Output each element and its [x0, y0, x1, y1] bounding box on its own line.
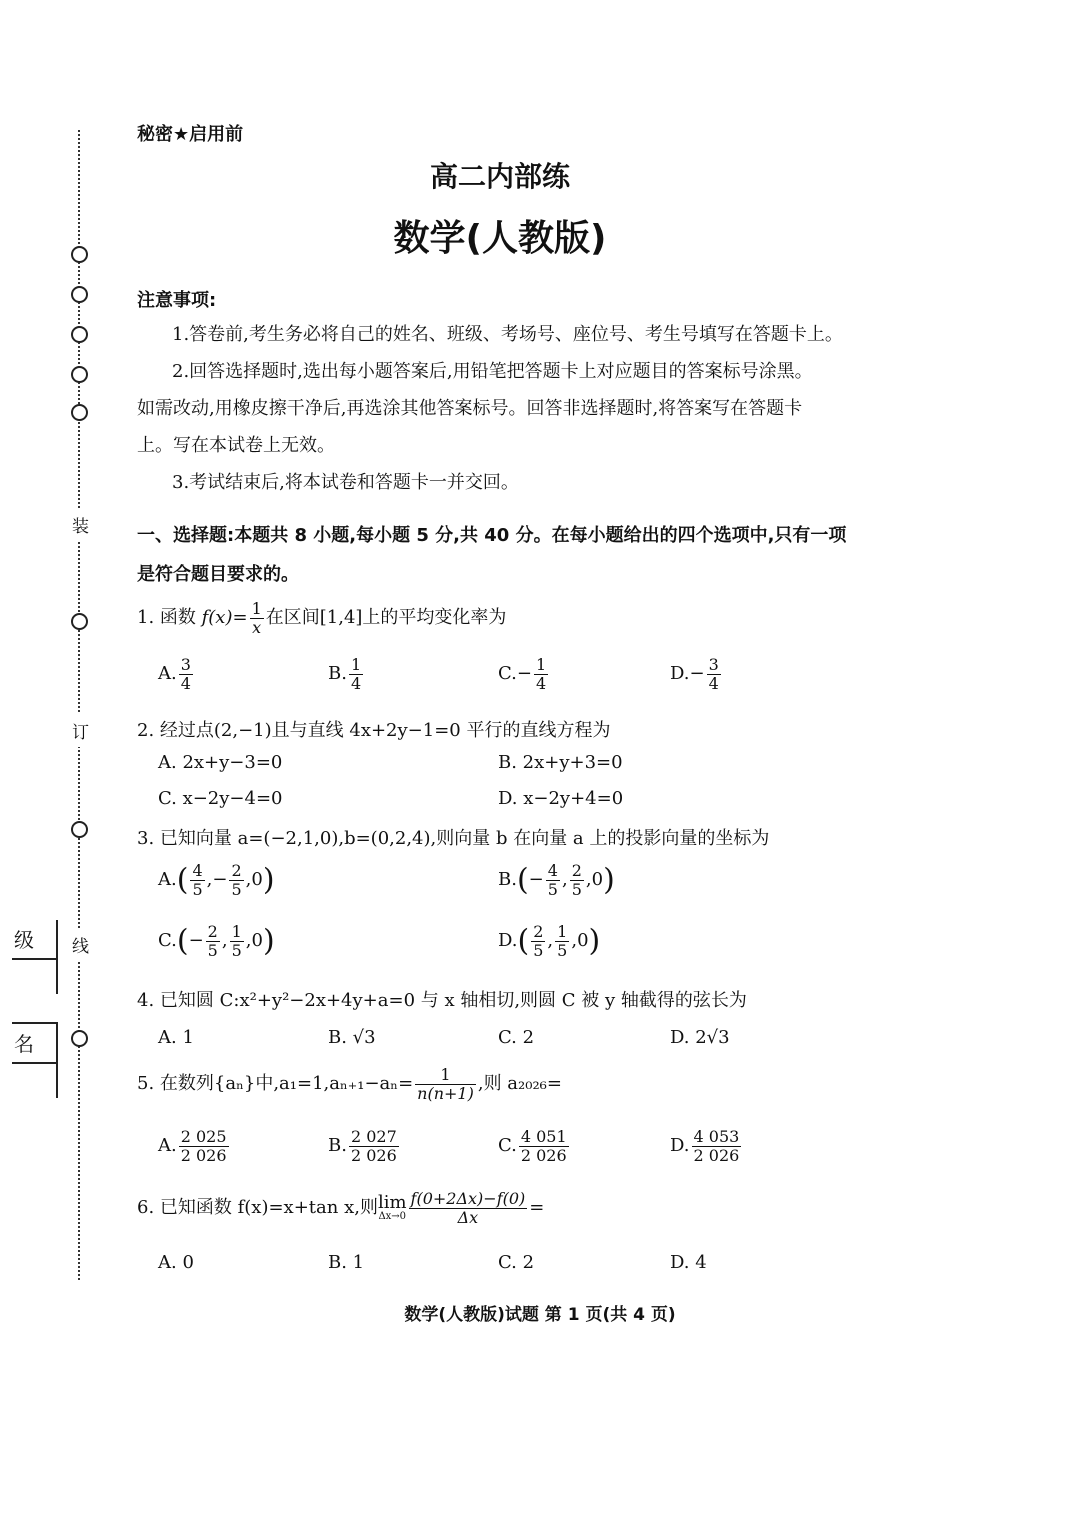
q6-fraction [409, 1190, 528, 1226]
lim-text: lim [377, 1192, 407, 1214]
question-4: 4. 已知圆 C:x²+y²−2x+4y+a=0 与 x 轴相切,则圆 C 被 y 轴截得的弦长为 [137, 990, 747, 1011]
q1-suffix: 在区间[1,4]上的平均变化率为 [265, 607, 507, 629]
frac-num: 3 [708, 655, 719, 674]
name-field-line [12, 1062, 56, 1064]
frac-den: 5 [207, 940, 218, 960]
frac-den: 5 [571, 879, 582, 899]
q3-option-b: B.(− $\frac{4}{5}$ , $\frac{2}{5}$ ,0) [498, 861, 615, 899]
q1-option-sign: − [516, 663, 532, 685]
frac-num: 4 053 [693, 1127, 740, 1146]
q3-option-label: D. [498, 930, 518, 952]
q6-frac-num: f(0+2Δx)−f(0) [410, 1189, 526, 1208]
frac-den: 5 [231, 879, 242, 899]
q1-option-fraction [707, 656, 721, 692]
q5-suffix: ,则 a₂₀₂₆= [477, 1073, 562, 1095]
q5-option-label: B. [328, 1135, 347, 1157]
frac-num: 2 [533, 922, 544, 941]
q5-fraction [415, 1066, 476, 1102]
frac-num: 4 [192, 861, 203, 880]
binding-label-zhuang: 装 [72, 508, 89, 541]
q5-prefix: 5. 在数列{aₙ}中,a₁=1,aₙ₊₁−aₙ= [137, 1073, 414, 1095]
frac-den: 2 026 [693, 1145, 740, 1165]
note-2: 2.回答选择题时,选出每小题答案后,用铅笔把答题卡上对应题目的答案标号涂黑。 [172, 361, 813, 382]
q1-option-d [670, 656, 723, 692]
binding-hole-icon [71, 1030, 88, 1047]
binding-hole-icon [71, 404, 88, 421]
q3-option-label: C. [158, 930, 177, 952]
class-field-line [12, 958, 56, 960]
binding-hole-icon [71, 286, 88, 303]
q1-fx: f(x) [201, 607, 233, 629]
q4-option-d: D. 2√3 [670, 1027, 730, 1048]
question-3: 3. 已知向量 a=(−2,1,0),b=(0,2,4),则向量 b 在向量 a 上的投影向量的坐标为 [137, 828, 770, 849]
q3-option-label: B. [498, 869, 517, 891]
frac-num: 2 [207, 922, 218, 941]
q6-option-d: D. 4 [670, 1252, 707, 1273]
q5-frac-den: n(n+1) [417, 1083, 474, 1103]
frac-den: 5 [533, 940, 544, 960]
frac-num: 1 [535, 655, 547, 674]
name-field-label: 名 [14, 1032, 34, 1056]
tail: ,0 [245, 869, 263, 891]
frac-den: 4 [180, 673, 191, 693]
question-5 [137, 1066, 562, 1102]
frac-den: 5 [192, 879, 203, 899]
q1-prefix: 1. 函数 [137, 607, 202, 629]
section-heading: 一、选择题:本题共 8 小题,每小题 5 分,共 40 分。在每小题给出的四个选项中,只有一项 [137, 525, 847, 546]
question-1 [137, 600, 506, 636]
frac-num: 3 [180, 655, 191, 674]
q3-frac [229, 862, 243, 898]
q3-option-label: A. [158, 869, 177, 891]
sign: − [528, 869, 544, 891]
binding-label-ding: 订 [72, 714, 89, 747]
binding-hole-icon [71, 613, 88, 630]
subject-title: 数学(人教版) [393, 218, 607, 259]
q5-option-fraction [519, 1128, 569, 1164]
q3-frac [546, 862, 560, 898]
q1-eq: = [232, 607, 248, 629]
q4-option-a: A. 1 [158, 1027, 194, 1048]
q1-option-fraction [534, 656, 548, 692]
note-1: 1.答卷前,考生务必将自己的姓名、班级、考场号、座位号、考生号填写在答题卡上。 [172, 324, 843, 345]
frac-num: 2 [231, 861, 242, 880]
q1-option-label: C. [498, 663, 517, 685]
q5-option-d [670, 1128, 743, 1164]
q5-option-fraction [692, 1128, 742, 1164]
question-2: 2. 经过点(2,−1)且与直线 4x+2y−1=0 平行的直线方程为 [137, 720, 611, 741]
frac-num: 1 [557, 922, 568, 941]
q5-option-fraction [179, 1128, 229, 1164]
q3-frac [531, 923, 545, 959]
lim-sub: Δx→0 [378, 1211, 407, 1223]
class-field-label: 级 [14, 928, 34, 952]
frac-den: 5 [557, 940, 568, 960]
q6-prefix: 6. 已知函数 f(x)=x+tan x,则 [137, 1197, 378, 1219]
q5-option-a [158, 1128, 231, 1164]
tail: ,0 [585, 869, 604, 891]
frac-num: 2 027 [350, 1127, 397, 1146]
frac-den: 5 [231, 940, 242, 960]
binding-hole-icon [71, 366, 88, 383]
q3-frac [206, 923, 220, 959]
frac-den: 4 [708, 673, 719, 693]
q5-option-label: C. [498, 1135, 517, 1157]
q1-option-label: A. [158, 663, 177, 685]
q1-fraction [250, 600, 264, 636]
frac-num: 2 [571, 861, 582, 880]
name-field-box [12, 1022, 58, 1098]
note-3: 3.考试结束后,将本试卷和答题卡一并交回。 [172, 472, 519, 493]
q1-option-fraction [349, 656, 363, 692]
q6-frac-den: Δx [457, 1207, 479, 1227]
q4-option-c: C. 2 [498, 1027, 535, 1048]
q1-option-b [328, 656, 365, 692]
frac-num: 1 [231, 922, 242, 941]
q6-option-b: B. 1 [328, 1252, 365, 1273]
q3-frac [190, 862, 204, 898]
page-footer: 数学(人教版)试题 第 1 页(共 4 页) [404, 1305, 676, 1325]
frac-den: 2 026 [350, 1145, 397, 1165]
q4-option-b: B. √3 [328, 1027, 376, 1048]
notes-heading: 注意事项: [137, 290, 217, 311]
frac-den: 2 026 [520, 1145, 567, 1165]
q5-option-c [498, 1128, 571, 1164]
q3-option-d: D.( $\frac{2}{5}$ , $\frac{1}{5}$ ,0) [498, 922, 601, 960]
frac-num: 2 025 [180, 1127, 227, 1146]
frac-num: 4 051 [520, 1127, 567, 1146]
class-field-box [12, 920, 58, 994]
note-2-cont: 如需改动,用橡皮擦干净后,再选涂其他答案标号。回答非选择题时,将答案写在答题卡 [137, 398, 803, 419]
q2-option-a: A. 2x+y−3=0 [158, 752, 283, 773]
q3-frac [230, 923, 244, 959]
binding-hole-icon [71, 326, 88, 343]
binding-hole-icon [71, 821, 88, 838]
q1-option-c [498, 656, 550, 692]
q3-option-a: A.( $\frac{4}{5}$ ,− $\frac{2}{5}$ ,0) [158, 861, 275, 899]
q6-suffix: = [529, 1197, 545, 1219]
q1-option-sign: − [689, 663, 705, 685]
frac-den: 4 [350, 673, 362, 693]
frac-den: 2 026 [180, 1145, 227, 1165]
note-2-end: 上。写在本试卷上无效。 [137, 435, 335, 456]
q1-frac-num: 1 [251, 599, 262, 618]
exam-title: 高二内部练 [429, 160, 570, 193]
q6-limit [378, 1194, 407, 1222]
q1-frac-den: x [252, 617, 262, 637]
q2-option-d: D. x−2y+4=0 [498, 788, 624, 809]
question-6 [137, 1190, 544, 1226]
q5-option-label: D. [670, 1135, 690, 1157]
q5-option-b [328, 1128, 401, 1164]
q6-option-c: C. 2 [498, 1252, 535, 1273]
q3-frac [555, 923, 569, 959]
tail: ,0 [571, 930, 589, 952]
q3-option-c: C.(− $\frac{2}{5}$ , $\frac{1}{5}$ ,0) [158, 922, 275, 960]
frac-den: 5 [547, 879, 558, 899]
frac-den: 4 [535, 673, 547, 693]
tail: ,0 [245, 930, 263, 952]
q1-option-label: B. [328, 663, 347, 685]
frac-num: 4 [547, 861, 558, 880]
q3-frac [570, 862, 584, 898]
section-heading-cont: 是符合题目要求的。 [137, 564, 299, 585]
q1-option-a [158, 656, 195, 692]
q6-option-a: A. 0 [158, 1252, 194, 1273]
q5-option-fraction [349, 1128, 399, 1164]
q5-option-label: A. [158, 1135, 177, 1157]
q1-option-fraction [179, 656, 193, 692]
binding-label-xian: 线 [72, 928, 89, 961]
sign: − [212, 869, 228, 891]
secret-label: 秘密★启用前 [137, 124, 244, 145]
q5-frac-num: 1 [415, 1066, 476, 1085]
q1-option-label: D. [670, 663, 690, 685]
frac-num: 1 [350, 655, 362, 674]
q2-option-b: B. 2x+y+3=0 [498, 752, 623, 773]
q2-option-c: C. x−2y−4=0 [158, 788, 283, 809]
sign: − [188, 930, 204, 952]
